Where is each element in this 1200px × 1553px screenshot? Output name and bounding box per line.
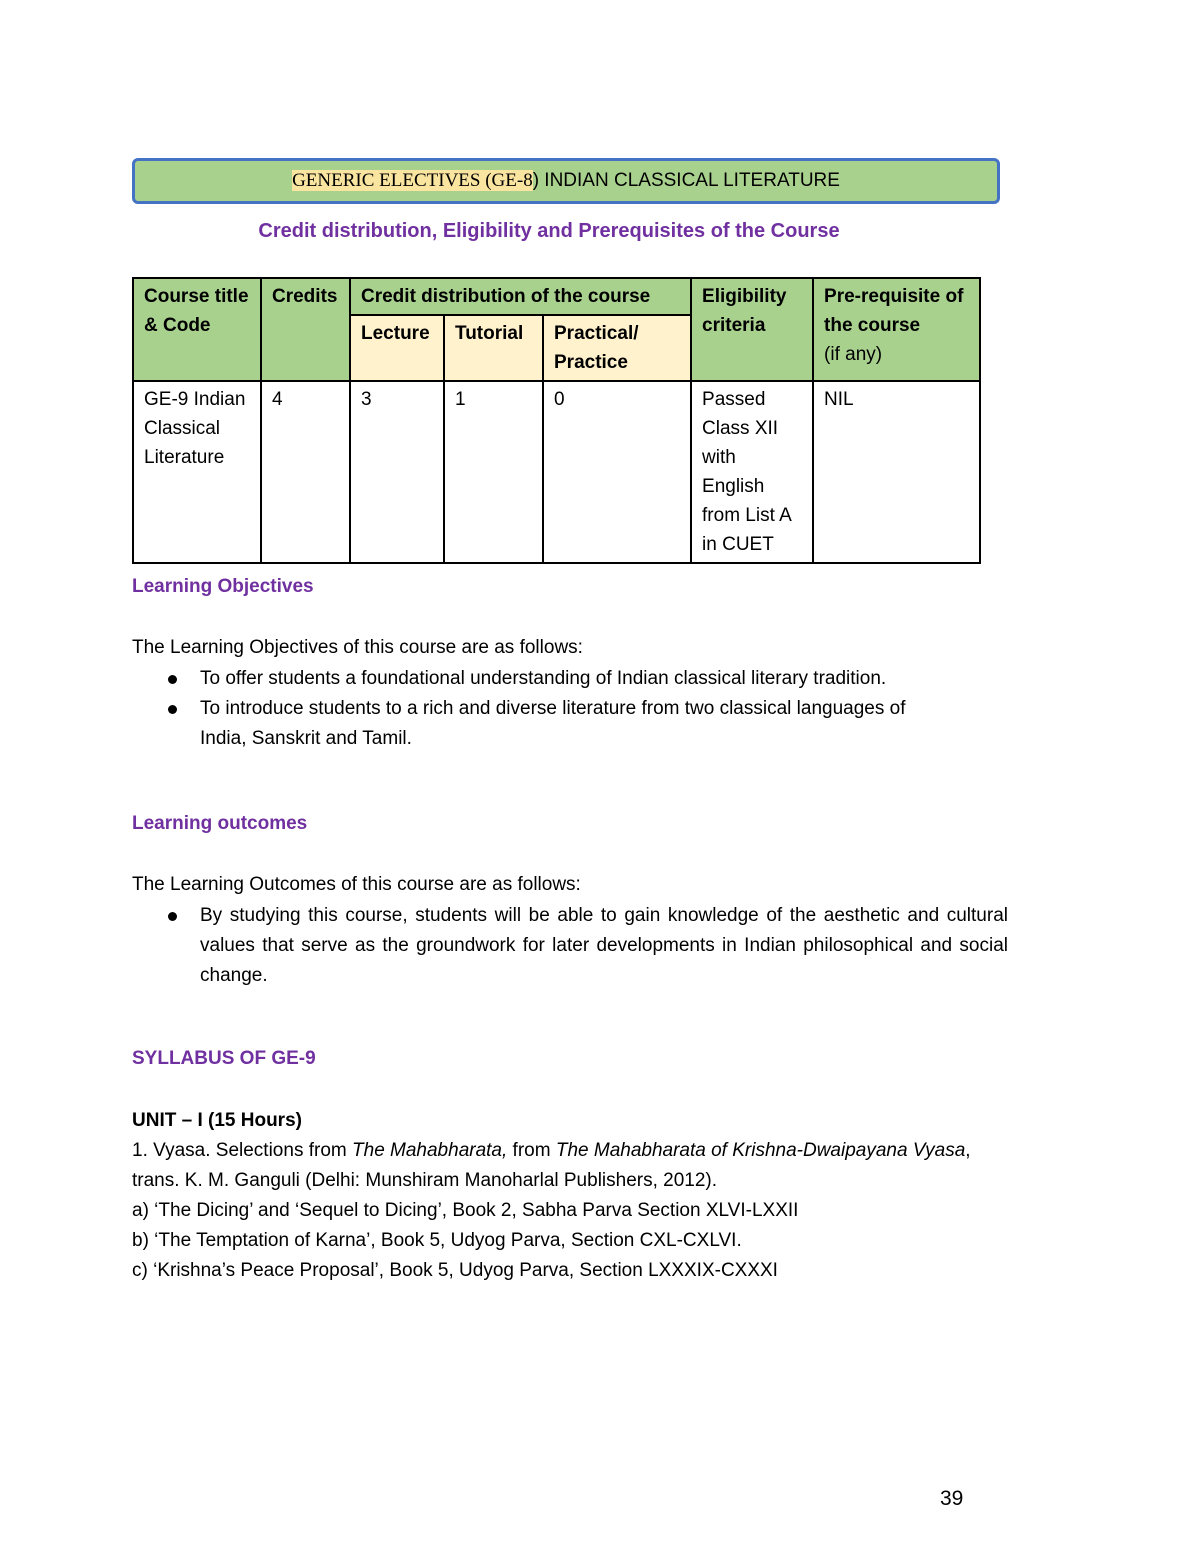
- outcomes-intro: The Learning Outcomes of this course are as follows:: [132, 874, 581, 895]
- reading-item: c) ‘Krishna’s Peace Proposal’, Book 5, Udyog Parva, Section LXXXIX-CXXXI: [132, 1260, 778, 1281]
- syllabus-heading: SYLLABUS OF GE-9: [132, 1048, 316, 1069]
- cell-credits: 4: [261, 381, 350, 563]
- objectives-list: [132, 664, 932, 754]
- header-credits: Credits: [261, 278, 350, 381]
- list-item: To offer students a foundational understanding of Indian classical literary tradition.: [132, 664, 932, 694]
- reading-item: a) ‘The Dicing’ and ‘Sequel to Dicing’, Book 2, Sabha Parva Section XLVI-LXXII: [132, 1200, 799, 1221]
- cell-eligibility: Passed Class XII with English from List A in CUET: [691, 381, 813, 563]
- header-prerequisite-label: Pre-requisite of the course: [824, 286, 964, 336]
- header-prerequisite: [813, 278, 980, 381]
- page-number: 39: [940, 1487, 964, 1510]
- list-item: To introduce students to a rich and diverse literature from two classical languages of India, Sanskrit and Tamil.: [132, 694, 932, 754]
- unit-title: UNIT – I (15 Hours): [132, 1110, 302, 1131]
- objectives-heading: Learning Objectives: [132, 576, 314, 597]
- banner-title-number: 8: [523, 170, 533, 191]
- header-eligibility: Eligibility criteria: [691, 278, 813, 381]
- cell-course: GE-9 Indian Classical Literature: [133, 381, 261, 563]
- reading-item: b) ‘The Temptation of Karna’, Book 5, Udyog Parva, Section CXL-CXLVI.: [132, 1230, 742, 1251]
- header-prerequisite-note: (if any): [824, 344, 883, 365]
- header-lecture: Lecture: [350, 315, 444, 381]
- reading-reference: [132, 1136, 1008, 1196]
- outcomes-list: [132, 901, 1008, 991]
- reference-title: The Mahabharata of Krishna-Dwaipayana Vyasa: [555, 1140, 966, 1161]
- objectives-intro: The Learning Objectives of this course are as follows:: [132, 637, 583, 658]
- list-item: By studying this course, students will be able to gain knowledge of the aesthetic and cultural values that serve as the groundwork for later developments in Indian philosophical and social change.: [132, 901, 1008, 991]
- header-credit-distribution: Credit distribution of the course: [350, 278, 691, 315]
- cell-tutorial: 1: [444, 381, 543, 563]
- cell-prerequisite: NIL: [813, 381, 980, 563]
- outcomes-heading: Learning outcomes: [132, 813, 308, 834]
- reference-part: 1. Vyasa. Selections from: [132, 1140, 353, 1161]
- header-practical: Practical/ Practice: [543, 315, 691, 381]
- cell-practical: 0: [543, 381, 691, 563]
- reference-title: The Mahabharata,: [352, 1140, 508, 1161]
- cell-lecture: 3: [350, 381, 444, 563]
- credit-distribution-table: [132, 277, 981, 564]
- banner-title-part1: GENERIC ELECTIVES (GE-: [292, 170, 524, 191]
- banner-title-part2: ) INDIAN CLASSICAL LITERATURE: [532, 170, 840, 191]
- reference-part: , trans. K. M. Ganguli (Delhi: Munshiram Manoharlal Publishers, 2012).: [132, 1140, 971, 1191]
- reference-part: from: [507, 1140, 556, 1161]
- header-course-title: Course title & Code: [133, 278, 261, 381]
- header-tutorial: Tutorial: [444, 315, 543, 381]
- syllabus-body: [132, 1106, 1008, 1286]
- table-caption: Credit distribution, Eligibility and Prerequisites of the Course: [258, 220, 840, 242]
- course-title-banner: [132, 158, 1000, 204]
